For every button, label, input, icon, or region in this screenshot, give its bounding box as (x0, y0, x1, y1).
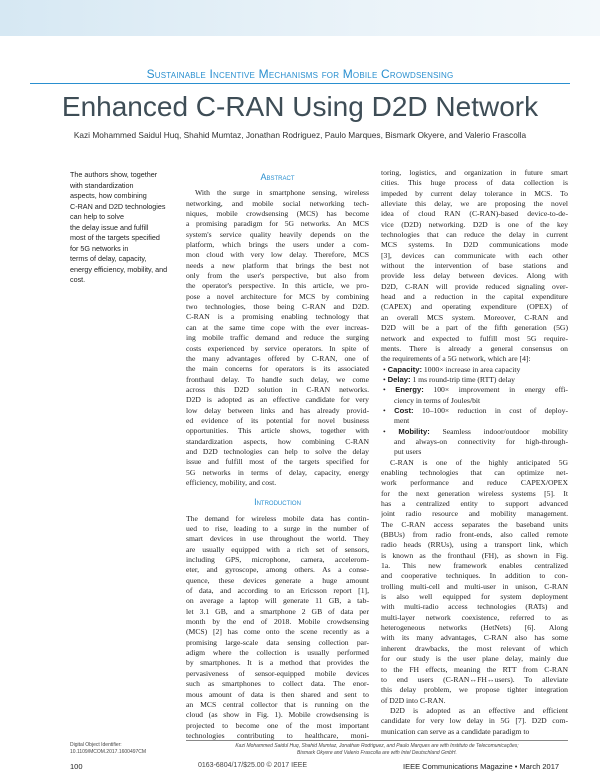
text-line: mous amount of data is then shared and sent to (186, 689, 369, 699)
text-line: (CAPEX) and operating expenditure (OPEX) of (381, 302, 568, 312)
author-list: Kazi Mohammed Saidul Huq, Shahid Mumtaz, Jonathan Rodriguez, Paulo Marques, Bismark Okyere, and Valerio Frascolla (73, 130, 527, 140)
right-column-text-b (381, 458, 568, 737)
bullet-item: put users (394, 447, 422, 457)
bullet-text: 100× improvement in energy effi- (433, 385, 568, 395)
text-line: issue and fulfill most of the targets specified for (186, 457, 369, 467)
text-line: D2D is adopted as an effective candidate for very (186, 395, 369, 405)
text-line: with its many advantages, C-RAN also has some (381, 633, 568, 643)
text-line: head and a reduction in the capital expenditure (381, 292, 568, 302)
text-line: to the FH effects, meaning the RTT from C-RAN (381, 664, 568, 674)
text-line: let 3.1 GB, and a smartphone 2 GB of data per (186, 606, 369, 616)
text-line: D2D will be a part of the fifth generation (5G) (381, 323, 568, 333)
text-line: an MCS central collector that is running on the (186, 699, 369, 709)
text-line: alleviate this delay, we are proposing the novel (381, 199, 568, 209)
top-banner (0, 0, 600, 36)
text-line: enabling technologies that can optimize net- (381, 467, 568, 477)
text-line: quence, these devices generate a huge amount (186, 575, 369, 585)
text-line: With the surge in smartphone sensing, wireless (195, 188, 369, 198)
bullet-icon: • (383, 364, 388, 374)
bullet-item (381, 365, 568, 375)
text-line: of data, and according to an Ericsson report [1], (186, 586, 369, 596)
right-column-text-a (381, 168, 568, 365)
text-line: joint radio resource and mobility management. (381, 509, 568, 519)
page-number: 100 (70, 762, 83, 771)
text-line: is also well equipped for system deployment (381, 592, 568, 602)
bullet-item: ciency in terms of Joules/bit (394, 395, 481, 405)
issn-line: 0163-6804/17/$25.00 © 2017 IEEE (198, 762, 308, 769)
text-line: two technologies, those being C-RAN and D2D. (186, 302, 369, 312)
text-line: pose a novel architecture for MCS by combining (186, 291, 369, 301)
text-line: the many advantages offered by C-RAN, one of (186, 353, 369, 363)
text-line: an overall MCS system. Moreover, C-RAN and (381, 312, 568, 322)
text-line: technologies that can reduce the delay in current (381, 230, 568, 240)
text-line: efficiency, mobility, and cost. (186, 477, 277, 487)
bullet-icon: • (383, 426, 399, 436)
text-line: candidate for very low delay in 5G [7]. D2D com- (381, 716, 568, 726)
text-line: heterogeneous networks (HetNets) [6]. Along (381, 623, 568, 633)
text-line: to end users (C-RAN↔FH↔users). To alleviate (381, 674, 568, 684)
text-line: [3], devices can communicate with each other (381, 250, 568, 260)
text-line: inherent drawbacks, the most relevant of which (381, 643, 568, 653)
text-line: month by the end of 2018. Mobile crowdsensing (186, 617, 369, 627)
text-line: provide less delay between devices. Along with (381, 271, 568, 281)
text-line: D2D, C-RAN will provide reduced signaling over- (381, 281, 568, 291)
text-line: ed evidence of its potential for novel business (186, 415, 369, 425)
text-line: trolling multi-cell and multi-user in unison, C-RAN (381, 581, 568, 591)
text-line: idea of cloud RAN (C-RAN)-based device-to-de- (381, 209, 568, 219)
bullet-text: 1000× increase in area capacity (423, 364, 521, 374)
bullet-item (381, 385, 568, 395)
affiliation-rule (186, 740, 568, 741)
text-line: C-RAN is a promising enabling technology that (186, 312, 369, 322)
bullet-item (381, 427, 568, 437)
text-line: eter, and gyroscope, among others. As a conse- (186, 565, 369, 575)
bullet-text: 10–100× reduction in cost of deploy- (422, 405, 568, 415)
bullet-text: Seamless indoor/outdoor mobility (442, 426, 568, 436)
bullet-label: Mobility: (398, 426, 430, 436)
text-line: only from the user's perspective, but also from (186, 271, 369, 281)
text-line: The demand for wireless mobile data has contin- (186, 513, 369, 523)
text-line: for the next generation wireless systems [5]. It (381, 488, 568, 498)
text-line: 1a. This new framework enables centralized (381, 561, 568, 571)
text-line: and D2D technologies can help to solve the delay (186, 446, 369, 456)
doi-text: Digital Object Identifier: 10.1109/MCOM.2017.1600497CM (70, 742, 147, 755)
text-line: are usually equipped with a rich set of sensors, (186, 544, 369, 554)
affiliation-note (186, 743, 568, 757)
text-line: without the intervention of base stations and (381, 261, 568, 271)
text-line: ued to rise, leading to a surge in the number of (186, 524, 369, 533)
left-column (186, 172, 369, 741)
text-line: on average a laptop will generate 11 GB, a tab- (186, 596, 369, 606)
text-line: adigm where the collection is usually performed (186, 648, 369, 658)
bullet-item (381, 406, 568, 416)
text-line: across this D2D solution in C-RAN networks. (186, 384, 369, 394)
text-line: promising large-scale data sensing collection par- (186, 637, 369, 647)
text-line: platform, which brings the users under a com- (186, 240, 369, 250)
text-line: of D2D into C-RAN. (381, 695, 446, 705)
text-line: pervasiveness of sensor-equipped mobile devices (186, 668, 369, 678)
text-line: multi-layer network coexistence, referred to as (381, 612, 568, 622)
text-line: a promising paradigm for 5G networks. An MCS (186, 219, 369, 229)
text-line: can at the same time cope with the ever increas- (186, 322, 369, 332)
text-line: with multi-radio access technologies (RATs) and (381, 602, 568, 612)
text-line: needs a new platform that brings the best not (186, 260, 369, 270)
text-line: the requirements of a 5G network, which are [4]: (381, 354, 531, 364)
abstract-body (186, 188, 369, 488)
text-line: costs experienced by service operators. In spite of (186, 343, 369, 353)
text-line: vice (D2D) networking. D2D is one of the key (381, 219, 568, 229)
article-title: Enhanced C-RAN Using D2D Network (61, 91, 539, 122)
text-line: 5G networks in terms of delay, capacity, energy (186, 467, 369, 477)
abstract-heading: Abstract (260, 172, 295, 182)
text-line: munication can serve as a candidate paradigm to (381, 726, 530, 736)
text-line: D2D is adopted as an effective and efficient (390, 705, 568, 715)
text-line: ments. There is already a general consensus on (381, 343, 568, 353)
text-line: such as smartphones to collect data. The enor- (186, 679, 369, 689)
text-line: standardization aspects, how combining C-RAN (186, 436, 369, 446)
bullet-item: and always-on connectivity for high-through- (394, 436, 568, 446)
text-line: MCS systems. In D2D communications mode (381, 240, 568, 250)
text-line: impeded by current delay tolerance in MCS. To (381, 188, 568, 198)
introduction-heading: Introduction (254, 497, 301, 508)
journal-line: IEEE Communications Magazine • March 2017 (403, 762, 560, 771)
text-line: cloud (as show in Fig. 1). Mobile crowdsensing is (186, 710, 369, 720)
bullet-label: Energy: (395, 385, 424, 395)
text-line: C-RAN is one of the highly anticipated 5G (390, 457, 568, 467)
right-column (381, 168, 568, 737)
affiliation-line: Kazi Mohammed Saidul Huq, Shahid Mumtaz, Jonathan Rodriguez, and Paulo Marques are with Instituto de Telecomunicações; (235, 743, 519, 749)
text-line: system's service quality heavily depends on the (186, 229, 369, 239)
text-line: the main concerns for operators is its associated (186, 364, 369, 374)
requirements-list (381, 365, 568, 458)
text-line: the operator's perspective. In this article, we pro- (186, 281, 369, 291)
bullet-item: ment (394, 416, 410, 426)
bullet-text: 1 ms round-trip time (RTT) delay (412, 374, 515, 384)
series-title: Sustainable Incentive Mechanisms for Mobile Crowdsensing (146, 67, 454, 81)
text-line: including GPS, microphone, camera, accelerom- (186, 555, 369, 565)
text-line: ing mobile traffic demand and reduce the surging (186, 333, 369, 343)
text-line: network and expected to fulfill most 5G require- (381, 333, 568, 343)
bullet-icon: • (383, 385, 396, 395)
text-line: low delay between links and has already provid- (186, 405, 369, 415)
bullet-label: Capacity: (387, 364, 422, 374)
text-line: cities. This huge process of data collection is (381, 178, 568, 188)
text-line: niques, mobile crowdsensing (MCS) has become (186, 209, 369, 219)
text-line: mon cloud with very low delay. Therefore, MCS (186, 250, 369, 260)
text-line: this delay problem, we propose tighter integration (381, 685, 568, 695)
text-line: fronthaul delay. To handle such delay, we come (186, 374, 369, 384)
bullet-label: Delay: (387, 374, 411, 384)
bullet-icon: • (383, 374, 388, 384)
text-line: for our study is the user plane delay, mainly due (381, 654, 568, 664)
text-line: radio heads (RRUs), using a transport link, which (381, 540, 568, 550)
text-line: opportunities. This article shows, together with (186, 426, 369, 436)
text-line: by smartphones. It is a method that provides the (186, 658, 369, 668)
introduction-body (186, 514, 369, 742)
text-line: The C-RAN access separates the baseband units (381, 519, 568, 529)
text-line: has a centralized entity to support advanced (381, 499, 568, 508)
text-line: (BBUs) from radio front-ends, also called remote (381, 530, 568, 540)
text-line: work performance and reduce CAPEX/OPEX (381, 478, 568, 488)
text-line: and cooperative techniques. In addition to con- (381, 571, 568, 581)
bullet-label: Cost: (394, 405, 414, 415)
text-line: projected to become one of the most important (186, 720, 369, 730)
text-line: is known as the fronthaul (FH), as shown in Fig. (381, 550, 568, 560)
teaser-text: The authors show, together with standardization aspects, how combining C-RAN and D2D technologies can help to solve the delay issue and fulfill most of the targets specified for 5G networks in terms of delay, capacity, energy efficiency, mobility, and cost. (70, 170, 168, 284)
text-line: smart devices in use throughout the world. They (186, 534, 369, 544)
text-line: networking, and mobile social networking tech- (186, 198, 369, 208)
text-line: technologies contributing to healthcare, moni- (186, 730, 369, 740)
bullet-icon: • (383, 405, 395, 415)
series-rule (30, 83, 570, 84)
affiliation-line: Bismark Okyere and Valerio Frascolla are with Intel Deutschland GmbH. (297, 750, 457, 756)
text-line: toring, logistics, and organization in future smart (381, 168, 568, 177)
text-line: (MCS) [2] has come onto the scene recently as a (186, 627, 369, 637)
bullet-item (381, 375, 568, 385)
